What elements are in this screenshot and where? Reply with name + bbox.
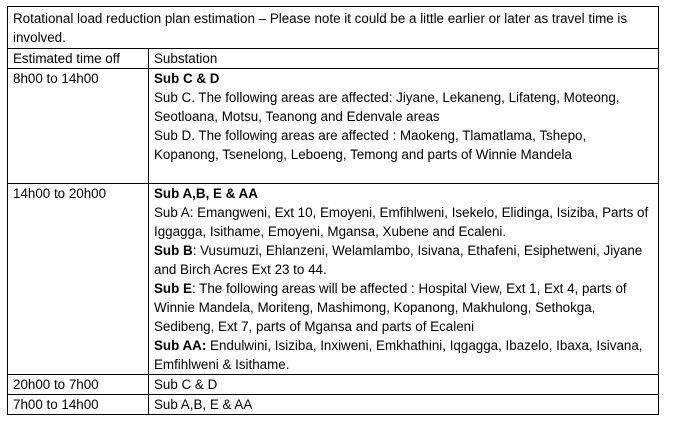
- schedule-row: [8, 395, 659, 415]
- substation-cell: Sub C & D: [149, 375, 659, 395]
- substation-cell: Sub A,B, E & AA: [149, 395, 659, 415]
- schedule-row: [8, 184, 659, 375]
- time-cell: 20h00 to 7h00: [8, 375, 149, 395]
- area-line: [154, 241, 653, 279]
- area-line: Sub A: Emangweni, Ext 10, Emoyeni, Emfihlweni, Isekelo, Elidinga, Isiziba, Parts of Iggagga, Isithame, Emoyeni, Mgansa, Xubene and Ecaleni.: [154, 205, 649, 239]
- section-label: Sub AA:: [154, 338, 207, 353]
- time-cell: 14h00 to 20h00: [8, 184, 149, 375]
- header-row: [8, 49, 659, 69]
- area-line: [154, 279, 653, 336]
- substation-cell: [149, 184, 659, 375]
- substation-title: Sub A,B, E & AA: [154, 186, 258, 201]
- time-cell: 8h00 to 14h00: [8, 69, 149, 184]
- header-time: Estimated time off: [8, 49, 149, 69]
- section-text: Endulwini, Isiziba, Inxiweni, Emkhathini, Iqgagga, Ibazelo, Ibaxa, Isivana, Emfihlweni & Isithame.: [154, 338, 643, 372]
- section-label: Sub B: [154, 243, 193, 258]
- schedule-row: [8, 69, 659, 184]
- section-label: Sub E: [154, 281, 192, 296]
- area-line: Sub C. The following areas are affected: Jiyane, Lekaneng, Lifateng, Moteong, Seotloana, Motsu, Teanong and Edenvale areas: [154, 90, 620, 124]
- substation-cell: [149, 69, 659, 184]
- blank-line: [154, 164, 653, 183]
- section-text: : Vusumuzi, Ehlanzeni, Welamlambo, Isivana, Ethafeni, Esiphetweni, Jiyane and Birch Acres Ext 23 to 44.: [154, 243, 643, 277]
- substation-title: Sub C & D: [154, 71, 220, 86]
- section-text: : The following areas will be affected : Hospital View, Ext 1, Ext 4, parts of Winnie Mandela, Moriteng, Mashimong, Kopanong, Makhulong, Sethokga, Sedibeng, Ext 7, parts of Mgansa and parts of Ecaleni: [154, 281, 627, 334]
- time-cell: 7h00 to 14h00: [8, 395, 149, 415]
- schedule-row: [8, 375, 659, 395]
- intro-text: Rotational load reduction plan estimation – Please note it could be a little earlier or later as travel time is involved.: [8, 7, 659, 49]
- header-substation: Substation: [149, 49, 659, 69]
- area-line: [154, 336, 653, 374]
- intro-row: [8, 7, 659, 49]
- load-reduction-table: [7, 6, 659, 415]
- area-line: Sub D. The following areas are affected : Maokeng, Tlamatlama, Tshepo, Kopanong, Tsenelong, Leboeng, Temong and parts of Winnie Mandela: [154, 128, 587, 162]
